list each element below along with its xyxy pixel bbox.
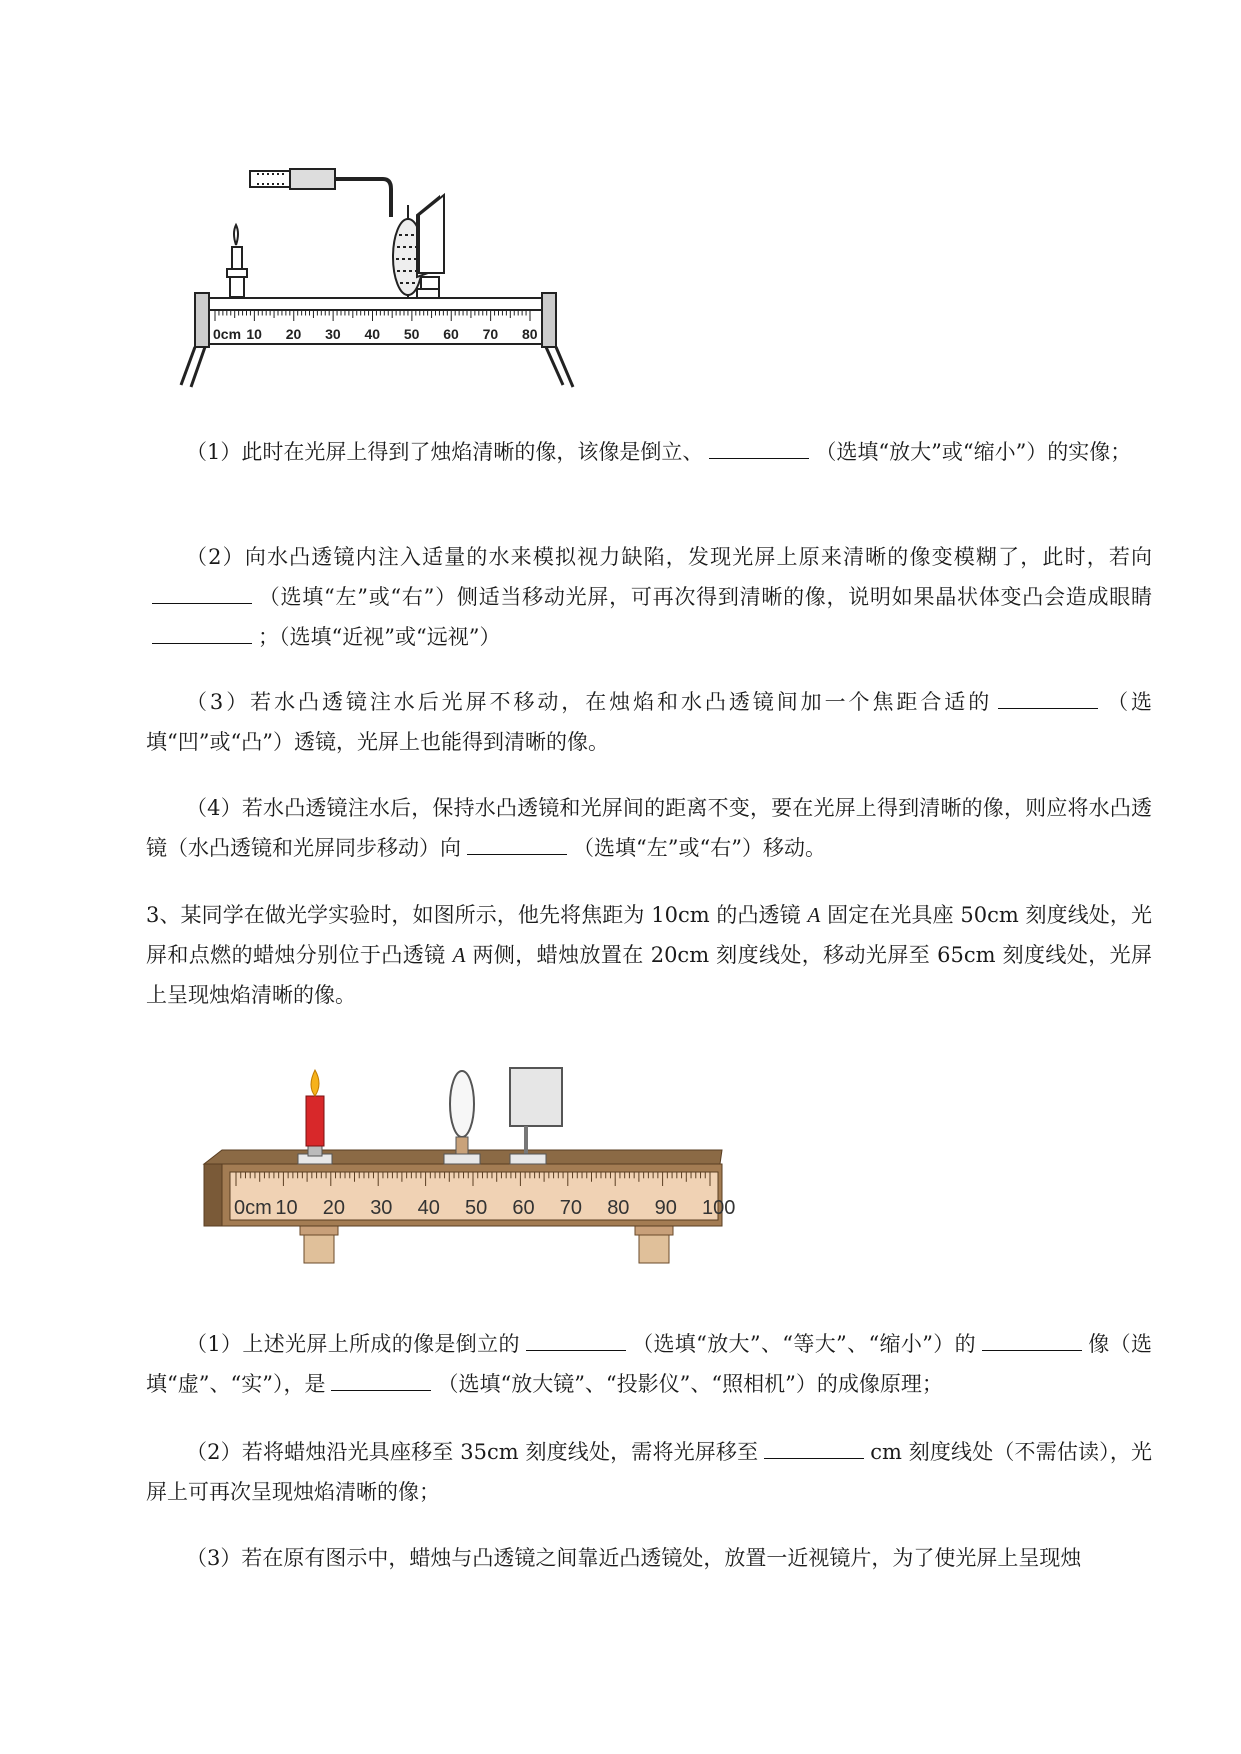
q3-sub1-text-a: （1）上述光屏上所成的像是倒立的	[186, 1332, 520, 1356]
syringe	[250, 169, 391, 217]
ruler-label: 40	[417, 1197, 440, 1219]
blank-q2-1[interactable]	[709, 457, 809, 459]
ruler-label: 80	[607, 1197, 630, 1219]
bench-legs	[300, 1223, 673, 1263]
ruler-label: 100	[702, 1197, 736, 1219]
ruler-label: 10	[275, 1197, 298, 1219]
q3-intro-text-a: 3、某同学在做光学实验时，如图所示，他先将焦距为 10cm 的凸透镜	[146, 903, 801, 927]
q3-sub2-text-b: cm 刻度线处（不需估读），光屏上可再次呈现烛焰清晰的像；	[146, 1440, 1152, 1504]
ruler-label: 70	[559, 1197, 583, 1219]
blank-q2-3[interactable]	[998, 707, 1098, 709]
q2-sub3	[146, 682, 1152, 762]
q2-sub3-text-b: （选填“凹”或“凸”）透镜，光屏上也能得到清晰的像。	[146, 690, 1153, 754]
ruler-label: 10	[246, 326, 262, 342]
ruler-label: 60	[512, 1197, 535, 1219]
figure-2-optical-bench	[200, 1068, 736, 1264]
ruler-label: 20	[322, 1197, 346, 1219]
ruler-label: 20	[285, 326, 302, 342]
ruler-label: 30	[370, 1197, 393, 1219]
ruler-label: 0cm	[213, 326, 242, 342]
q2-sub2-text-a: （2）向水凸透镜内注入适量的水来模拟视力缺陷，发现光屏上原来清晰的像变模糊了，此时，若向	[186, 545, 1152, 569]
q2-sub4-text-b: （选填“左”或“右”）移动。	[573, 836, 826, 860]
blank-q2-4[interactable]	[467, 853, 567, 855]
q2-sub1-text-b: （选填“放大”或“缩小”）的实像；	[815, 440, 1132, 464]
blank-q2-2a[interactable]	[152, 602, 252, 604]
ruler-1-labels	[213, 326, 538, 342]
ruler-label: 90	[654, 1197, 677, 1219]
q3-sub1-text-c: 像（选填“虚”、“实”），是	[146, 1332, 1152, 1396]
q3-sub1	[146, 1324, 1152, 1404]
ruler-label: 40	[364, 326, 381, 342]
q2-sub1	[146, 432, 1152, 472]
ruler-label: 80	[522, 326, 538, 342]
ruler-label: 70	[482, 326, 499, 342]
q3-sub1-text-d: （选填“放大镜”、“投影仪”、“照相机”）的成像原理；	[437, 1372, 943, 1396]
q3-sub1-text-b: （选填“放大”、“等大”、“缩小”）的	[631, 1332, 976, 1356]
blank-q3-1b[interactable]	[982, 1349, 1082, 1351]
q2-sub2-text-b: （选填“左”或“右”）侧适当移动光屏，可再次得到清晰的像，说明如果晶状体变凸会造成眼睛	[258, 585, 1152, 609]
ruler-label: 0cm	[234, 1197, 272, 1219]
ruler-label: 60	[443, 326, 459, 342]
q2-sub1-text-a: （1）此时在光屏上得到了烛焰清晰的像，该像是倒立、	[186, 440, 704, 464]
light-screen	[417, 195, 444, 299]
blank-q3-1a[interactable]	[526, 1349, 626, 1351]
q2-sub2-text-c: ；（选填“近视”或“远视”）	[258, 625, 501, 649]
q3-intro-text-c: 两侧，蜡烛放置在 20cm 刻度线处，移动光屏至 65cm 刻度线处，光屏上呈现烛焰清晰的像。	[146, 943, 1152, 1007]
ruler-label: 50	[403, 326, 420, 342]
q3-sub3	[146, 1538, 1152, 1578]
q2-sub3-text-a: （3）若水凸透镜注水后光屏不移动，在烛焰和水凸透镜间加一个焦距合适的	[186, 690, 993, 714]
candle	[227, 225, 247, 297]
q2-sub2	[146, 537, 1152, 657]
ruler-label: 50	[465, 1197, 488, 1219]
q3-sub2-text-a: （2）若将蜡烛沿光具座移至 35cm 刻度线处，需将光屏移至	[186, 1440, 759, 1464]
q3-sub3-text-a: （3）若在原有图示中，蜡烛与凸透镜之间靠近凸透镜处，放置一近视镜片，为了使光屏上呈现烛	[186, 1546, 1082, 1570]
blank-q3-1c[interactable]	[331, 1389, 431, 1391]
q2-sub4	[146, 788, 1152, 868]
lens-label-a-1: A	[807, 903, 821, 927]
blank-q2-2b[interactable]	[152, 642, 252, 644]
q3-sub2	[146, 1432, 1152, 1512]
ruler-label: 30	[325, 326, 341, 342]
blank-q3-2[interactable]	[764, 1457, 864, 1459]
figure-1-optical-bench	[195, 165, 640, 397]
q3-intro	[146, 895, 1152, 1015]
lens-label-a-2: A	[452, 943, 466, 967]
q2-sub4-text-a: （4）若水凸透镜注水后，保持水凸透镜和光屏间的距离不变，要在光屏上得到清晰的像，则应将水凸透镜（水凸透镜和光屏同步移动）向	[146, 796, 1152, 860]
q3-intro-text-b: 固定在光具座 50cm 刻度线处，光屏和点燃的蜡烛分别位于凸透镜	[146, 903, 1152, 967]
